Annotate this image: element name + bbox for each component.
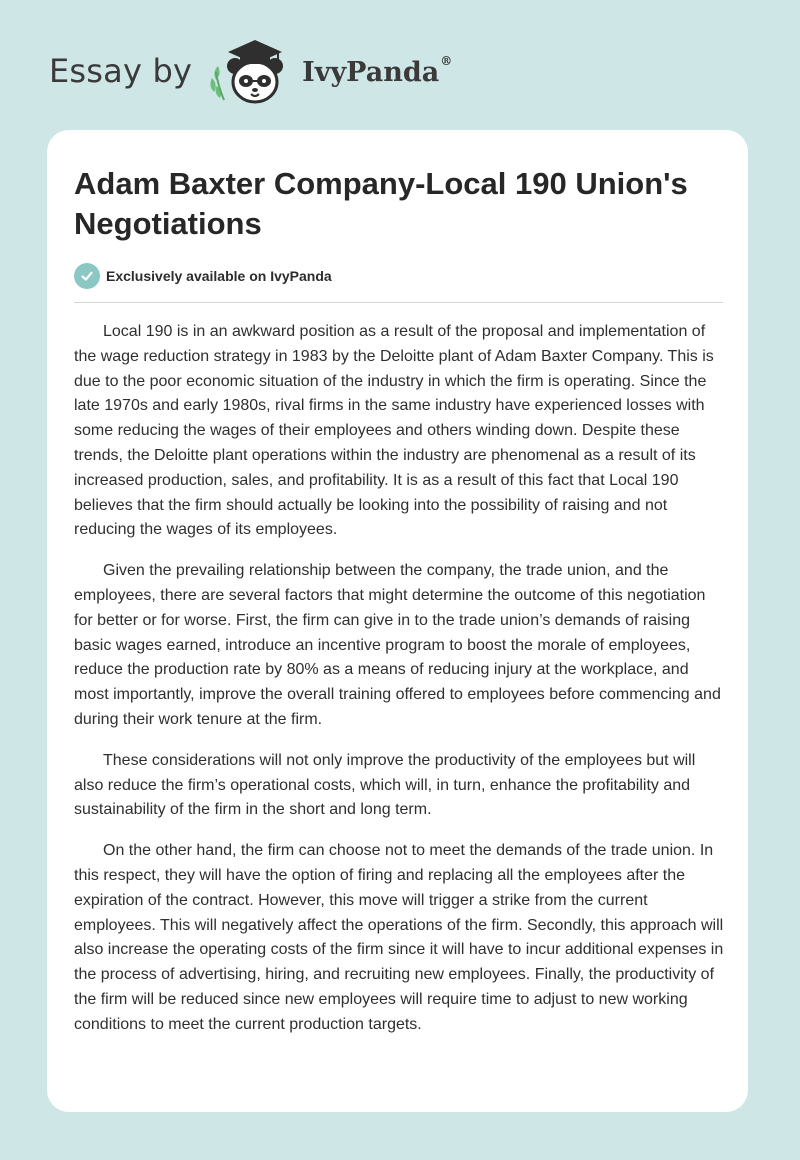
essay-body bbox=[74, 320, 726, 1054]
essay-title: Adam Baxter Company-Local 190 Union's Negotiations bbox=[74, 166, 688, 241]
paragraph: These considerations will not only improve the productivity of the employees but will also reduce the firm’s operational costs, which will, in turn, enhance the profitability and sustainability of the firm in the short and long term. bbox=[74, 751, 696, 819]
checkmark-icon bbox=[74, 263, 100, 289]
brand-wordmark[interactable] bbox=[302, 53, 453, 88]
essay-card bbox=[47, 130, 748, 1112]
divider bbox=[74, 302, 723, 303]
essay-by-label: Essay by bbox=[49, 52, 193, 90]
paragraph: Given the prevailing relationship between the company, the trade union, and the employees, there are several factors that might determine the outcome of this negotiation for better or for worse. First, the firm can give in to the trade union’s demands of raising basic wages earned, introduce an incentive program to boost the morale of employees, reduce the production rate by 80% as a means of reducing injury at the workplace, and most importantly, improve the overall training offered to employees before commencing and during their work tenure at the firm. bbox=[74, 562, 721, 728]
paragraph: Local 190 is in an awkward position as a result of the proposal and implementation of the wage reduction strategy in 1983 by the Deloitte plant of Adam Baxter Company. This is due to the poor economic situation of the industry in which the firm is operating. Since the late 1970s and early 1980s, rival firms in the same industry have experienced losses with some reducing the wages of their employees and others winding down. Despite these trends, the Deloitte plant operations within the industry are phenomenal as a result of its increased production, sales, and profitability. It is as a result of this fact that Local 190 believes that the firm should actually be looking into the possibility of raising and not reducing the wages of its employees. bbox=[74, 323, 714, 539]
exclusive-label: Exclusively available on IvyPanda bbox=[106, 268, 332, 284]
brand-name-text: IvyPanda bbox=[302, 56, 440, 88]
paragraph: On the other hand, the firm can choose not to meet the demands of the trade union. In this respect, they will have the option of firing and replacing all the employees after the expiration of the contract. However, this move will trigger a strike from the current employees. This will negatively affect the operations of the firm. Secondly, this approach will also increase the operating costs of the firm since it will have to incur additional expenses in the process of advertising, hiring, and recruiting new employees. Finally, the productivity of the firm will be reduced since new employees will require time to adjust to new working conditions to meet the current production targets. bbox=[74, 842, 724, 1033]
registered-mark: ® bbox=[440, 53, 453, 68]
exclusive-badge bbox=[74, 263, 332, 289]
site-header bbox=[49, 36, 452, 106]
ivypanda-logo-icon[interactable] bbox=[208, 36, 294, 106]
